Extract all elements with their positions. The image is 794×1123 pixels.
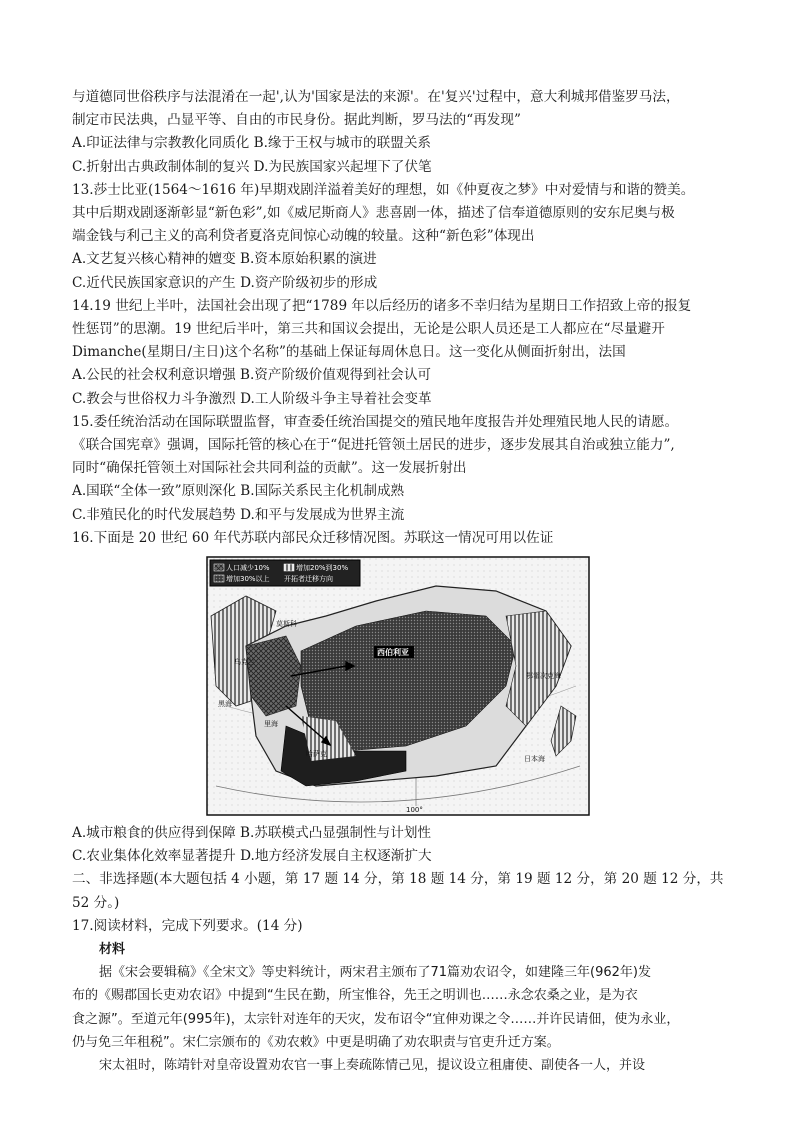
legend-swatch-30plus: [214, 575, 224, 582]
label-ukraine: 乌克兰: [234, 658, 255, 667]
option-line: C.近代民族国家意识的产生 D.资产阶级初步的形成: [72, 274, 378, 291]
option-line: A.印证法律与宗教教化同质化 B.缘于王权与城市的联盟关系: [72, 135, 432, 152]
question-13: 13.莎士比亚(1564～1616 年)早期戏剧洋溢着美好的理想，如《仲夏夜之梦》中对爱情与和谐的赞美。: [72, 181, 695, 198]
question-17: 17.阅读材料，完成下列要求。(14 分): [72, 917, 303, 934]
text-line: 其中后期戏剧逐渐彰显“新色彩”,如《威尼斯商人》悲喜剧一体，描述了信奉道德原则的安东尼奥与极: [72, 205, 675, 222]
material-line: 布的《赐郡国长吏劝农诏》中提到“生民在勤，所宝惟谷，先王之明训也……永念农桑之业，是为衣: [72, 988, 638, 1004]
material-line: 食之源”。至道元年(995年)，太宗针对连年的天灾，发布诏令“宜伸劝课之令……并许民请佃，使为永业，: [72, 1011, 680, 1027]
option-line: A.文艺复兴核心精神的嬗变 B.资本原始积累的演进: [72, 251, 377, 268]
material-line: 据《宋会要辑稿》《全宋文》等史料统计，两宋君主颁布了71篇劝农诏令，如建隆三年(962年)发: [99, 965, 651, 981]
text-line: 52 分。): [72, 894, 120, 911]
label-moscow: 莫斯科: [276, 620, 297, 629]
ussr-migration-map: [206, 556, 590, 816]
legend-30plus: 增加30%以上: [226, 575, 270, 584]
option-line: C.教会与世俗权力斗争激烈 D.工人阶级斗争主导着社会变革: [72, 390, 432, 407]
option-line: C.非殖民化的时代发展趋势 D.和平与发展成为世界主流: [72, 506, 405, 523]
label-japan-sea: 日本海: [524, 755, 545, 764]
material-line: 仍与免三年租税”。宋仁宗颁布的《劝农敕》中更是明确了劝农职责与官吏升迁方案。: [72, 1034, 560, 1050]
question-16-options: [72, 822, 724, 938]
section-heading: 二、非选择题(本大题包括 4 小题，第 17 题 14 分，第 18 题 14 分，第 19 题 12 分，第 20 题 12 分，共: [72, 871, 724, 888]
question-14: 14.19 世纪上半叶，法国社会出现了把“1789 年以后经历的诸多不幸归结为星期日工作招致上帝的报复: [72, 297, 692, 314]
text-line: 端金钱与利己主义的高利贷者夏洛克间惊心动魄的较量。这种“新色彩”体现出: [72, 228, 535, 245]
legend-decrease: 人口减少10%: [226, 564, 270, 573]
material-text: [72, 961, 724, 1077]
label-okhotsk: 鄂霍次克海: [526, 672, 561, 681]
text-line: 性惩罚”的思潮。19 世纪后半叶，第三共和国议会提出，无论是公职人员还是工人都应在“尽量避开: [72, 321, 665, 338]
label-siberia: 西伯利亚: [377, 648, 409, 658]
option-line: A.公民的社会权利意识增强 B.资产阶级价值观得到社会认可: [72, 367, 432, 384]
label-black-sea: 黑海: [218, 700, 232, 709]
option-line: A.城市粮食的供应得到保障 B.苏联模式凸显强制性与计划性: [72, 825, 432, 842]
question-15: 15.委任统治活动在国际联盟监督，审查委任统治国提交的殖民地年度报告并处理殖民地人民的请愿。: [72, 413, 679, 430]
text-line: 制定市民法典，凸显平等、自由的市民身份。据此判断，罗马法的“再发现”: [72, 112, 521, 129]
label-meridian: 100°: [406, 806, 423, 815]
exam-page: [72, 86, 724, 1077]
option-line: C.折射出古典政制体制的复兴 D.为民族国家兴起埋下了伏笔: [72, 158, 432, 175]
legend-swatch-20-30: [284, 564, 294, 571]
text-line: 与道德同世俗秩序与法混淆在一起',认为'国家是法的来源'。在'复兴'过程中，意大利城邦借鉴罗马法，: [72, 89, 680, 105]
legend-arrow: 开拓者迁移方向: [284, 575, 333, 584]
option-line: C.农业集体化效率显著提升 D.地方经济发展自主权逐渐扩大: [72, 848, 432, 865]
text-line: Dimanche(星期日/主日)这个名称”的基础上保证每周休息日。这一变化从侧面折射出，法国: [72, 344, 626, 361]
question-16: 16.下面是 20 世纪 60 年代苏联内部民众迁移情况图。苏联这一情况可用以佐证: [72, 529, 554, 546]
material-line: 宋太祖时，陈靖针对皇帝设置劝农官一事上奏疏陈情己见，提议设立租庸使、副使各一人，并设: [99, 1058, 646, 1074]
option-line: A.国联“全体一致”原则深化 B.国际关系民主化机制成熟: [72, 483, 405, 500]
text-line: 《联合国宪章》强调，国际托管的核心在于“促进托管领土居民的进步，逐步发展其自治或独立能力”,: [72, 437, 675, 454]
legend-20-30: 增加20%到30%: [296, 564, 349, 573]
legend-swatch-decrease: [214, 564, 224, 571]
question-block-12-16: [72, 86, 724, 550]
label-caspian: 里海: [264, 720, 278, 729]
text-line: 同时“确保托管领土对国际社会共同利益的贡献”。这一发展折射出: [72, 460, 467, 477]
label-kazakh: 哈萨克: [306, 750, 327, 759]
material-title: 材料: [99, 942, 126, 958]
